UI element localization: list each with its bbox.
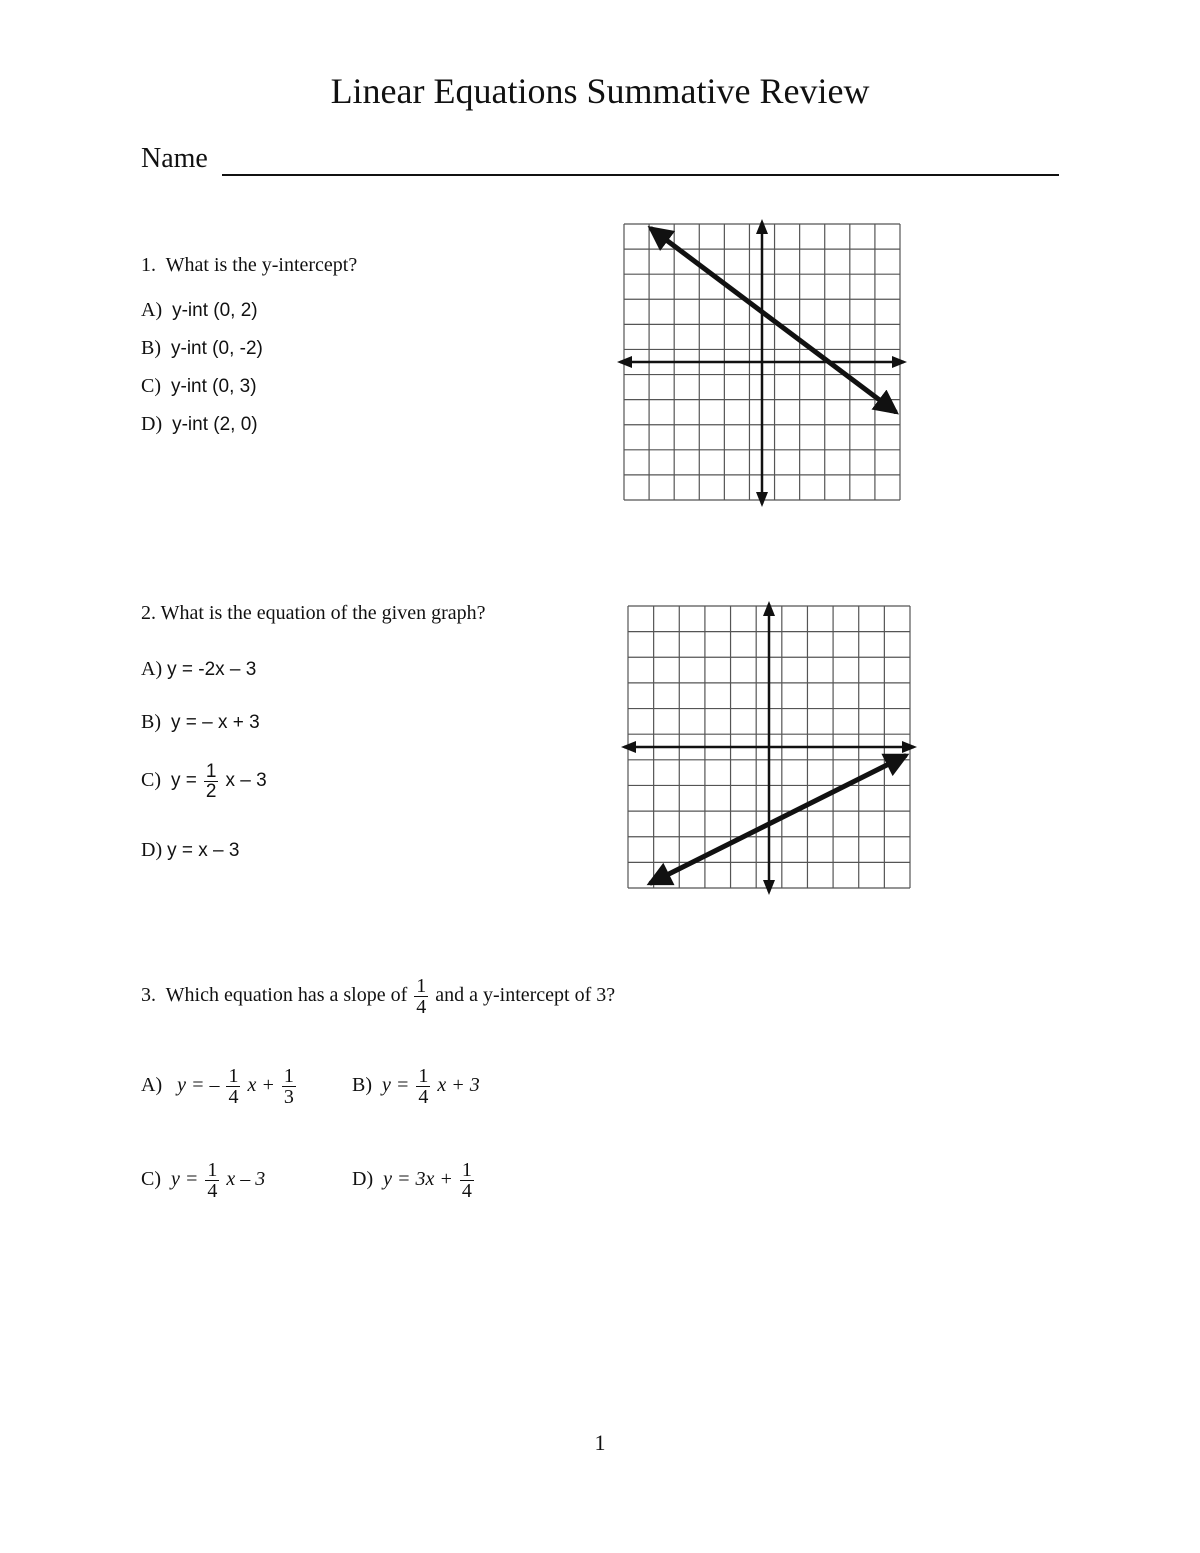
numerator: 1 [205,761,217,782]
q2-option-c[interactable] [141,762,267,801]
numerator: 1 [461,1159,472,1181]
question-number: 1. [141,254,156,276]
option-letter: D) [141,413,163,435]
fraction [460,1160,474,1201]
denominator: 4 [461,1180,472,1202]
denominator: 4 [207,1180,218,1202]
denominator: 4 [228,1086,239,1108]
option-text: x + [247,1074,275,1097]
graph-line [652,229,895,412]
denominator: 3 [283,1086,294,1108]
q1-option-a[interactable] [141,299,258,322]
q1-option-b[interactable] [141,337,263,360]
option-letter: A) [141,299,163,321]
fraction [414,976,428,1017]
q2-option-b[interactable] [141,711,260,734]
question-2 [141,602,486,625]
option-text: x + 3 [437,1074,480,1097]
option-text: y-int (2, 0) [172,414,258,435]
fraction [226,1066,240,1107]
option-letter: C) [141,375,161,397]
graph-2 [624,602,914,892]
graph-line [651,756,905,883]
question-1 [141,254,357,277]
option-text: y = – [177,1074,220,1097]
q1-option-c[interactable] [141,375,257,398]
option-text: y = 3x + [383,1168,453,1191]
q2-option-a[interactable] [141,658,256,681]
question-text: What is the equation of the given graph? [160,602,486,624]
question-text: What is the y-intercept? [165,254,358,276]
q1-option-d[interactable] [141,413,258,436]
question-number: 2. [141,602,156,624]
option-text: x – 3 [225,770,267,792]
page-title: Linear Equations Summative Review [330,71,870,111]
option-letter: D) [141,839,163,861]
q2-option-d[interactable] [141,839,239,862]
fraction [282,1066,296,1107]
option-letter: A) [141,658,163,680]
graph-1 [620,220,904,504]
option-text: y = [171,770,197,792]
numerator: 1 [283,1065,294,1087]
question-text: and a y-intercept of 3? [435,984,616,1007]
option-text: y-int (0, 2) [172,300,258,321]
q3-option-a[interactable] [141,1066,298,1107]
option-text: y = [382,1074,410,1097]
option-text: y-int (0, -2) [171,338,263,359]
option-letter: B) [352,1074,372,1097]
option-text: y = -2x – 3 [167,659,257,680]
fraction [204,762,219,801]
numerator: 1 [416,975,427,997]
question-number: 3. [141,984,156,1007]
option-letter: C) [141,1168,161,1191]
fraction [416,1066,430,1107]
name-label: Name [141,143,208,174]
option-letter: D) [352,1168,374,1191]
q3-option-d[interactable] [352,1160,476,1201]
denominator: 2 [205,781,217,802]
denominator: 4 [416,996,427,1018]
name-field[interactable] [222,174,1059,176]
option-letter: B) [141,337,161,359]
fraction [205,1160,219,1201]
q3-option-c[interactable] [141,1160,265,1201]
denominator: 4 [418,1086,429,1108]
option-text: y = [171,1168,199,1191]
question-text: Which equation has a slope of [165,984,408,1007]
option-text: y = – x + 3 [171,712,260,733]
option-text: y = x – 3 [167,840,240,861]
question-3 [141,976,615,1017]
page-number: 1 [594,1430,606,1455]
option-letter: B) [141,711,161,733]
numerator: 1 [228,1065,239,1087]
option-text: y-int (0, 3) [171,376,257,397]
option-text: x – 3 [226,1168,266,1191]
option-letter: C) [141,769,161,792]
option-letter: A) [141,1074,163,1097]
numerator: 1 [418,1065,429,1087]
q3-option-b[interactable] [352,1066,480,1107]
numerator: 1 [207,1159,218,1181]
